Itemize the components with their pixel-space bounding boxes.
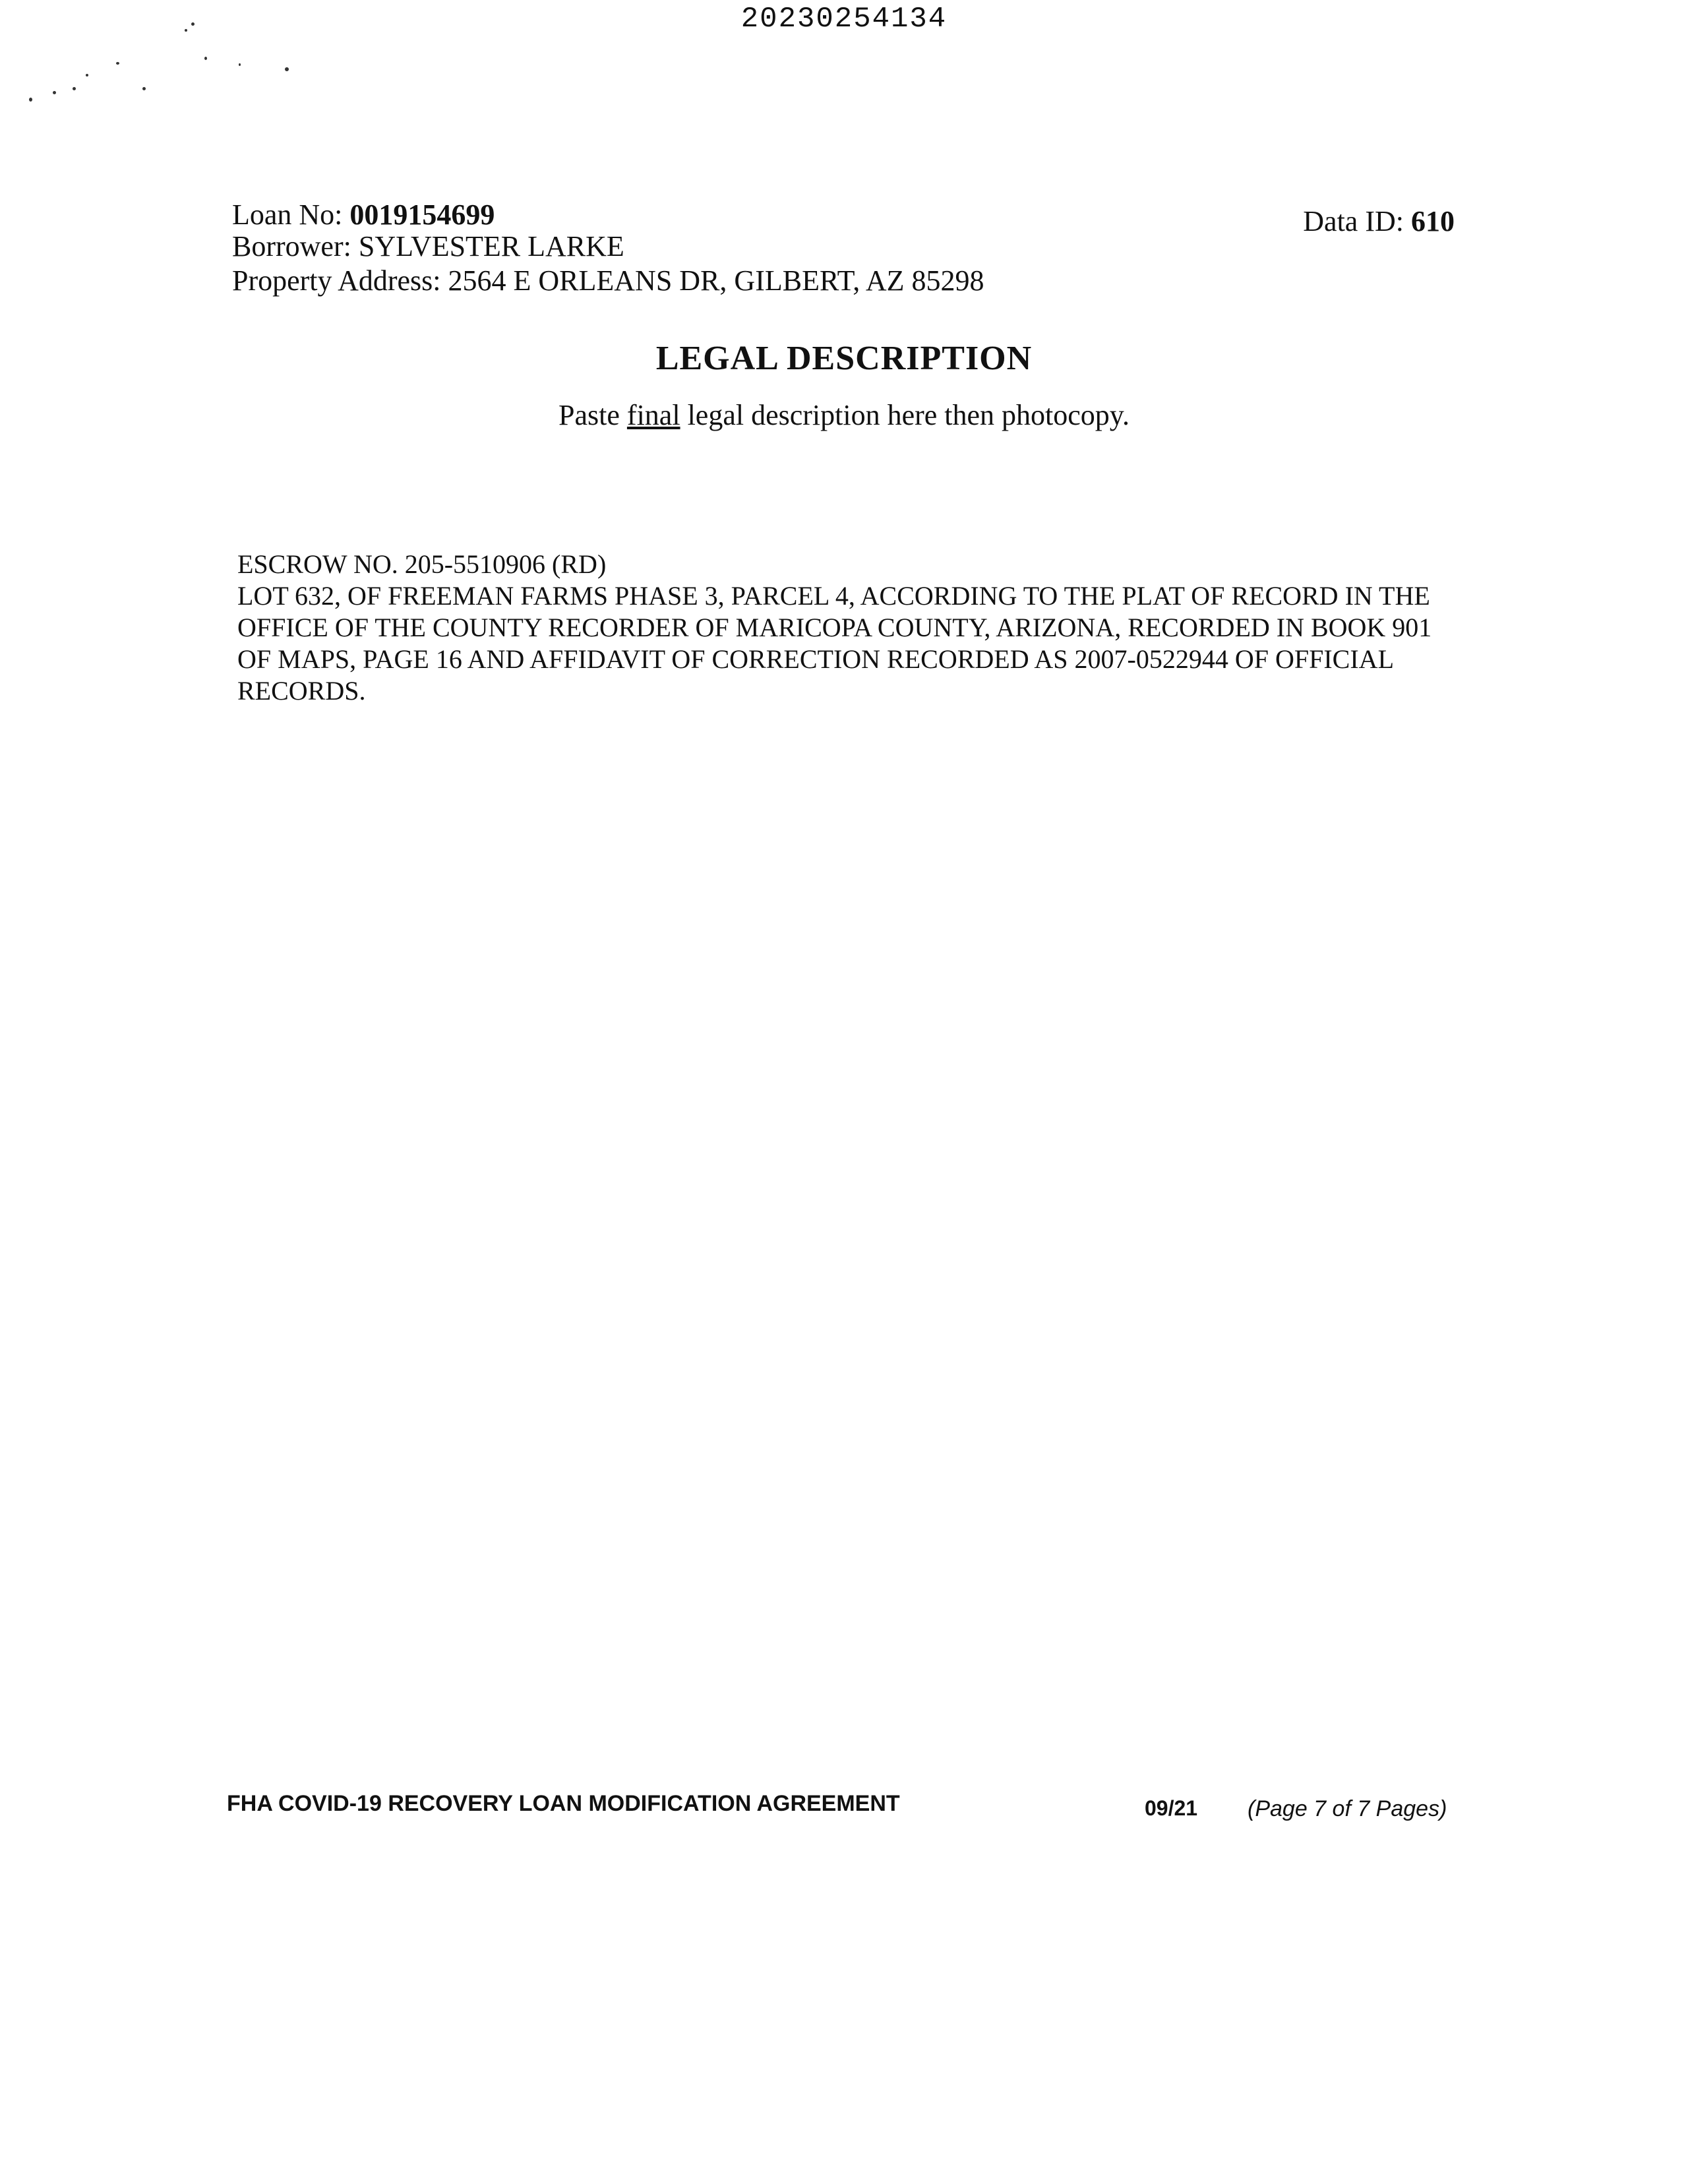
data-id-label: Data ID: <box>1303 205 1404 237</box>
footer-page-info: (Page 7 of 7 Pages) <box>1248 1796 1447 1821</box>
footer-form-date: 09/21 <box>1145 1796 1198 1820</box>
property-address-value: 2564 E ORLEANS DR, GILBERT, AZ 85298 <box>448 264 984 297</box>
instruction-before: Paste <box>558 399 620 431</box>
data-id <box>1303 204 1455 238</box>
legal-description <box>237 549 1464 707</box>
instruction-underlined: final <box>626 399 680 431</box>
legal-description-text: LOT 632, OF FREEMAN FARMS PHASE 3, PARCEL 4, ACCORDING TO THE PLAT OF RECORD IN THE OFFICE OF THE COUNTY RECORDER OF MARICOPA COUNTY, ARIZONA, RECORDED IN BOOK 901 OF MAPS, PAGE 16 AND AFFIDAVIT OF CORRECTION RECORDED AS 2007-0522944 OF OFFICIAL RECORDS. <box>237 581 1432 706</box>
borrower-value: SYLVESTER LARKE <box>358 230 624 262</box>
borrower-row <box>232 231 984 262</box>
page-title: LEGAL DESCRIPTION <box>655 340 1033 377</box>
borrower-label: Borrower: <box>232 230 351 262</box>
loan-header <box>232 199 984 297</box>
loan-number-value: 0019154699 <box>349 198 495 231</box>
property-address-row <box>232 265 984 297</box>
footer-form-title: FHA COVID-19 RECOVERY LOAN MODIFICATION AGREEMENT <box>227 1791 900 1816</box>
data-id-value: 610 <box>1411 205 1455 237</box>
property-address-label: Property Address: <box>232 264 441 297</box>
paste-instruction <box>0 398 1688 432</box>
instruction-after: legal description here then photocopy. <box>687 399 1130 431</box>
loan-number-row <box>232 199 984 231</box>
recording-number: 20230254134 <box>740 3 948 36</box>
escrow-number: ESCROW NO. 205-5510906 (RD) <box>237 549 607 579</box>
loan-number-label: Loan No: <box>232 198 343 231</box>
